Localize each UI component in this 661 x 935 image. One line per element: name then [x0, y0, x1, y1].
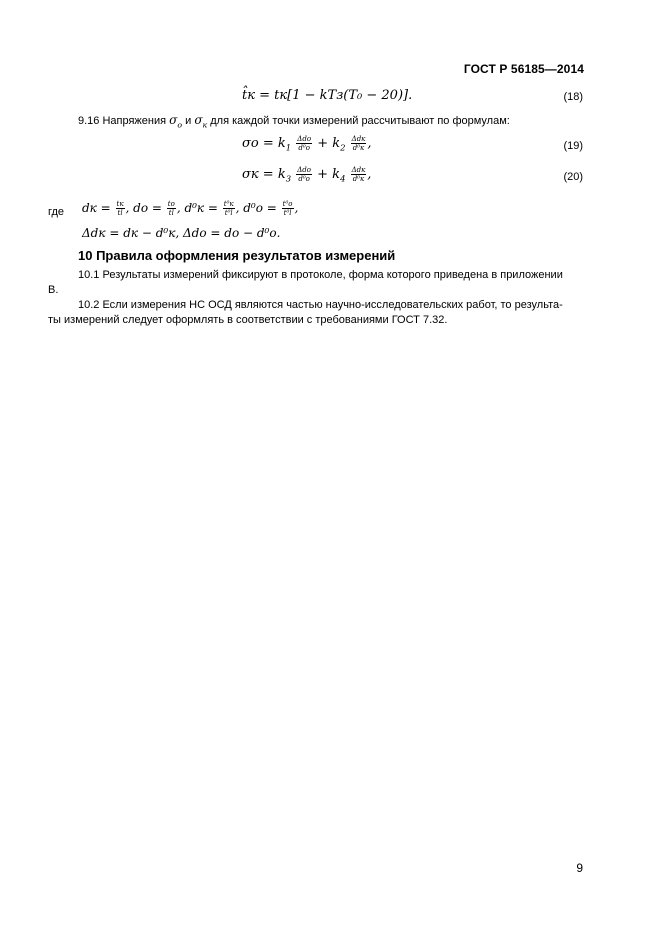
eq18-rhs: = tк[1 − kTз(T₀ − 20)]. — [259, 88, 413, 103]
p916-and: и — [185, 115, 192, 127]
sigma-k-symbol: $\sigma_к$ — [194, 113, 208, 130]
p916-prefix: 9.16 Напряжения — [78, 115, 167, 127]
document-code: ГОСТ Р 56185—2014 — [463, 62, 584, 76]
eq20-fraction-1: $\frac{\text{Δdо}}{\text{d⁰о}}$ — [297, 166, 311, 183]
paragraph-10-2-line-1: 10.2 Если измерения НС ОСД являются частью научно-исследовательских работ, то результа- — [78, 299, 563, 311]
section-10-heading: 10 Правила оформления результатов измерений — [78, 248, 396, 263]
eq20-fraction-2: $\frac{\text{Δdк}}{\text{d⁰к}}$ — [351, 166, 366, 183]
where-label: где — [48, 206, 65, 218]
sigma-o-symbol: $\sigma_о$ — [169, 113, 183, 130]
equation-20: $\sigma к = k_3$ $\frac{\text{Δdо}}{\text{d⁰о}}$ + $k_4$ $\frac{\text{Δdк}}{\text{d⁰к}}$ , — [242, 166, 372, 184]
where-definitions-line-1: dк = $\frac{tк}{tl}$ , dо = $\frac{tо}{tl}$ , d⁰к = $\frac{\text{t⁰к}}{\text{t⁰l}}$ , d⁰о = $\frac{\text{t⁰о}}{\text{t⁰l}}$ , — [82, 200, 299, 217]
where-definitions-line-2: Δdк = dк − d⁰к, Δdо = dо − d⁰о. — [82, 226, 281, 240]
paragraph-9-16 — [78, 113, 510, 132]
page-number: 9 — [576, 861, 583, 875]
paragraph-10-1-line-1: 10.1 Результаты измерений фиксируют в протоколе, форма которого приведена в приложении — [78, 269, 563, 281]
equation-19: $\sigma о = k_1$ $\frac{\text{Δdо}}{\text{d⁰о}}$ + $k_2$ $\frac{\text{Δdк}}{\text{d⁰к}}$ , — [242, 135, 372, 153]
eq18-lhs: t̂к — [242, 88, 255, 103]
paragraph-10-2-line-2: ты измерений следует оформлять в соответствии с требованиями ГОСТ 7.32. — [48, 314, 448, 326]
eq18-number: (18) — [563, 91, 583, 103]
paragraph-10-1-line-2: В. — [48, 284, 59, 296]
equation-18 — [242, 88, 412, 103]
p916-suffix: для каждой точки измерений рассчитывают по формулам: — [210, 115, 510, 127]
eq19-fraction-1: $\frac{\text{Δdо}}{\text{d⁰о}}$ — [297, 135, 312, 152]
eq19-fraction-2: $\frac{\text{Δdк}}{\text{d⁰к}}$ — [351, 135, 366, 152]
eq19-lhs: σо — [242, 136, 259, 151]
eq20-lhs: σк — [242, 167, 259, 182]
eq20-number: (20) — [563, 171, 583, 183]
eq19-number: (19) — [563, 140, 583, 152]
